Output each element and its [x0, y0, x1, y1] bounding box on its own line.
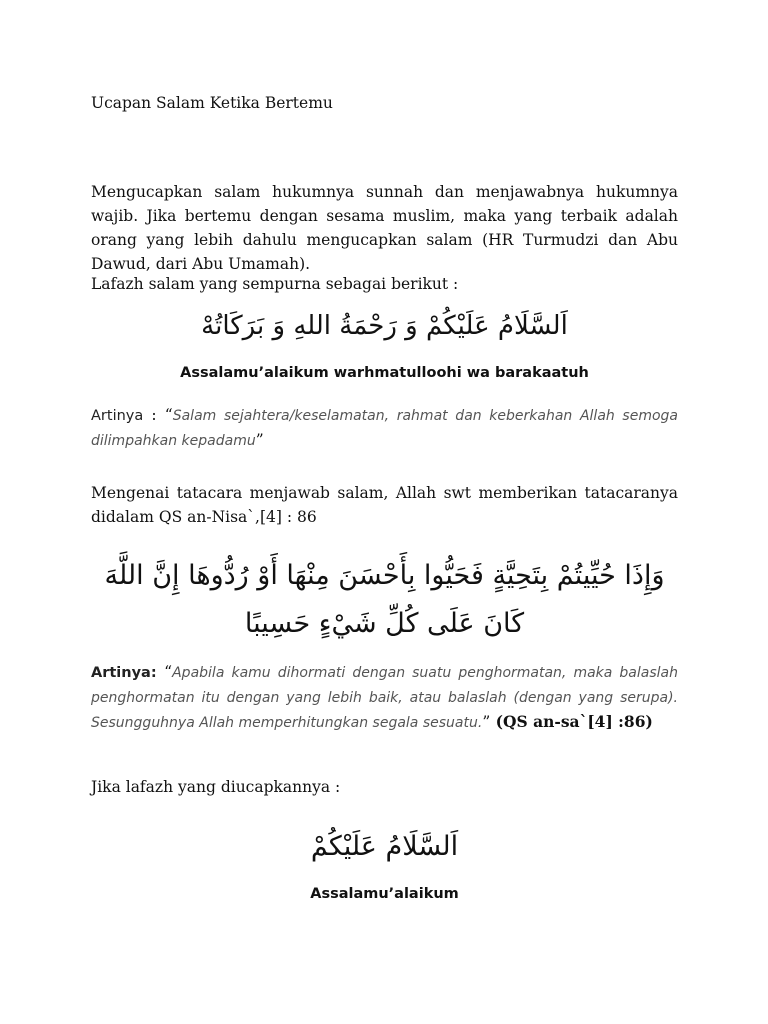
verse-reference: (QS an-sa`[4] :86) [490, 712, 653, 731]
artinya-separator: : [143, 406, 165, 424]
jika-lafazh-paragraph: Jika lafazh yang diucapkannya : [91, 778, 341, 796]
artinya-label: Artinya: [91, 665, 157, 681]
arabic-verse: وَإِذَا حُيِّيتُمْ بِتَحِيَّةٍ فَحَيُّوا بِأَحْسَنَ مِنْهَا أَوْ رُدُّوهَا إِنَّ اللَّهَ كَانَ عَلَى كُلِّ شَيْءٍ حَسِيبًا [104, 560, 665, 639]
arabic-salam-short: اَلسَّلَامُ عَلَيْكُمْ [310, 831, 459, 862]
open-quote: “ [156, 663, 173, 681]
page-title: Ucapan Salam Ketika Bertemu [91, 94, 333, 112]
arabic-salam-full: اَلسَّلَامُ عَلَيْكُمْ وَ رَحْمَةُ اللهِ وَ بَرَكَاتُهْ [201, 311, 568, 341]
salam-short-transliteration: Assalamu’alaikum [310, 886, 459, 902]
salam-full-transliteration: Assalamu’alaikum warhmatulloohi wa barakaatuh [180, 365, 589, 381]
artinya-label: Artinya [91, 408, 144, 424]
close-quote: ” [255, 431, 264, 449]
artinya-text: Salam sejahtera/keselamatan, rahmat dan keberkahan Allah semoga dilimpahkan kepadamu [91, 408, 679, 449]
artinya-salam-full [91, 403, 678, 453]
artinya-text: Apabila kamu dihormati dengan suatu penghormatan, maka balaslah penghormatan itu dengan yang lebih baik, atau balaslah (dengan yang serupa). Sesungguhnya Allah memperhitungkan segala sesuatu. [91, 665, 678, 731]
lafazh-intro: Lafazh salam yang sempurna sebagai berikut : [91, 275, 459, 293]
open-quote: “ [164, 406, 173, 424]
tatacara-paragraph: Mengenai tatacara menjawab salam, Allah swt memberikan tatacaranya didalam QS an-Nisa`,[4] : 86 [91, 484, 678, 526]
close-quote: ” [482, 713, 491, 731]
intro-paragraph: Mengucapkan salam hukumnya sunnah dan menjawabnya hukumnya wajib. Jika bertemu dengan sesama muslim, maka yang terbaik adalah orang yang lebih dahulu mengucapkan salam (HR Turmudzi dan Abu Dawud, dari Abu Umamah). [91, 183, 678, 273]
artinya-verse [91, 660, 678, 735]
